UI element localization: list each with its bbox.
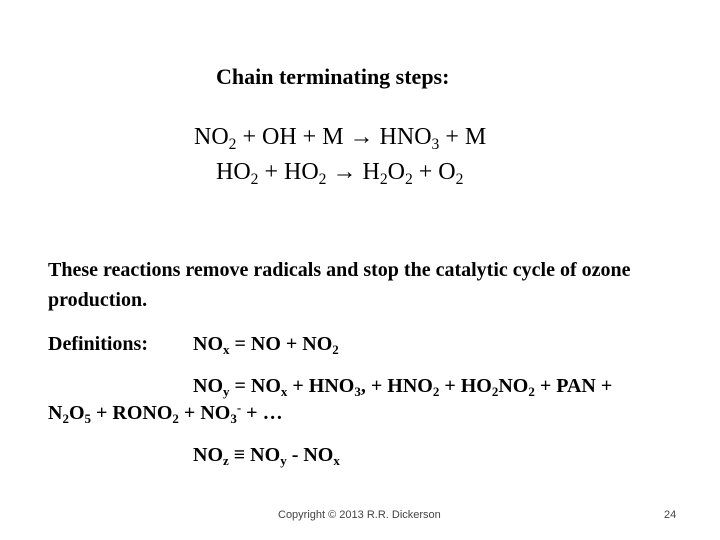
definition-noy-line-1: [193, 375, 613, 399]
eq-subscript: 2: [228, 135, 237, 153]
def-superscript: -: [236, 399, 242, 415]
eq-text: + OH + M → HNO: [236, 124, 432, 150]
def-text: , + HNO: [360, 375, 433, 397]
def-subscript: x: [223, 341, 230, 357]
definition-noy-line-2: [48, 399, 283, 426]
explanation-paragraph: These reactions remove radicals and stop the catalytic cycle of ozone production.: [48, 259, 631, 311]
eq-text: + O: [412, 159, 456, 185]
def-text: + PAN +: [534, 375, 613, 397]
def-subscript: 2: [491, 383, 499, 399]
eq-subscript: 2: [455, 170, 464, 188]
def-text: NO: [498, 375, 529, 397]
def-text: + HNO: [287, 375, 355, 397]
def-subscript: y: [223, 383, 230, 399]
definition-noz: [193, 444, 340, 468]
eq-subscript: 3: [431, 135, 440, 153]
def-text: + NO: [178, 402, 231, 424]
eq-subscript: 2: [379, 170, 388, 188]
def-subscript: 2: [432, 383, 440, 399]
def-text: NO: [193, 375, 223, 397]
reaction-equation-ho2-ho2: [216, 159, 464, 188]
def-subscript: 3: [354, 383, 361, 399]
def-text: - NO: [286, 444, 334, 466]
eq-text: + M: [439, 124, 487, 150]
def-subscript: y: [280, 452, 287, 468]
def-subscript: z: [223, 452, 229, 468]
eq-text: O: [387, 159, 405, 185]
def-subscript: 2: [62, 410, 69, 426]
def-text: + …: [241, 402, 283, 424]
def-subscript: 2: [332, 341, 339, 357]
def-text: = NO: [229, 375, 281, 397]
slide-heading: Chain terminating steps:: [216, 64, 450, 89]
page-number: 24: [664, 509, 677, 521]
def-subscript: 2: [528, 383, 535, 399]
copyright-footer: Copyright © 2013 R.R. Dickerson: [278, 509, 441, 521]
def-subscript: x: [280, 383, 288, 399]
def-text: + RONO: [91, 402, 173, 424]
definitions-label: Definitions:: [48, 333, 148, 355]
def-subscript: x: [333, 452, 340, 468]
def-text: + HO: [439, 375, 492, 397]
eq-text: → H: [326, 159, 380, 185]
def-subscript: 2: [172, 410, 179, 426]
eq-text: HO: [216, 159, 251, 185]
reaction-equation-no2-oh: [194, 124, 487, 153]
definition-nox: [193, 333, 339, 357]
eq-subscript: 2: [404, 170, 413, 188]
def-text: O: [68, 402, 85, 424]
def-text: ≡ NO: [228, 444, 281, 466]
def-text: NO: [193, 333, 223, 355]
def-text: = NO + NO: [229, 333, 333, 355]
eq-text: + HO: [258, 159, 319, 185]
eq-text: NO: [194, 124, 229, 150]
eq-subscript: 2: [250, 170, 259, 188]
def-text: NO: [193, 444, 223, 466]
def-subscript: 3: [230, 410, 237, 426]
eq-subscript: 2: [318, 170, 327, 188]
def-subscript: 5: [84, 410, 92, 426]
def-text: N: [48, 402, 63, 424]
